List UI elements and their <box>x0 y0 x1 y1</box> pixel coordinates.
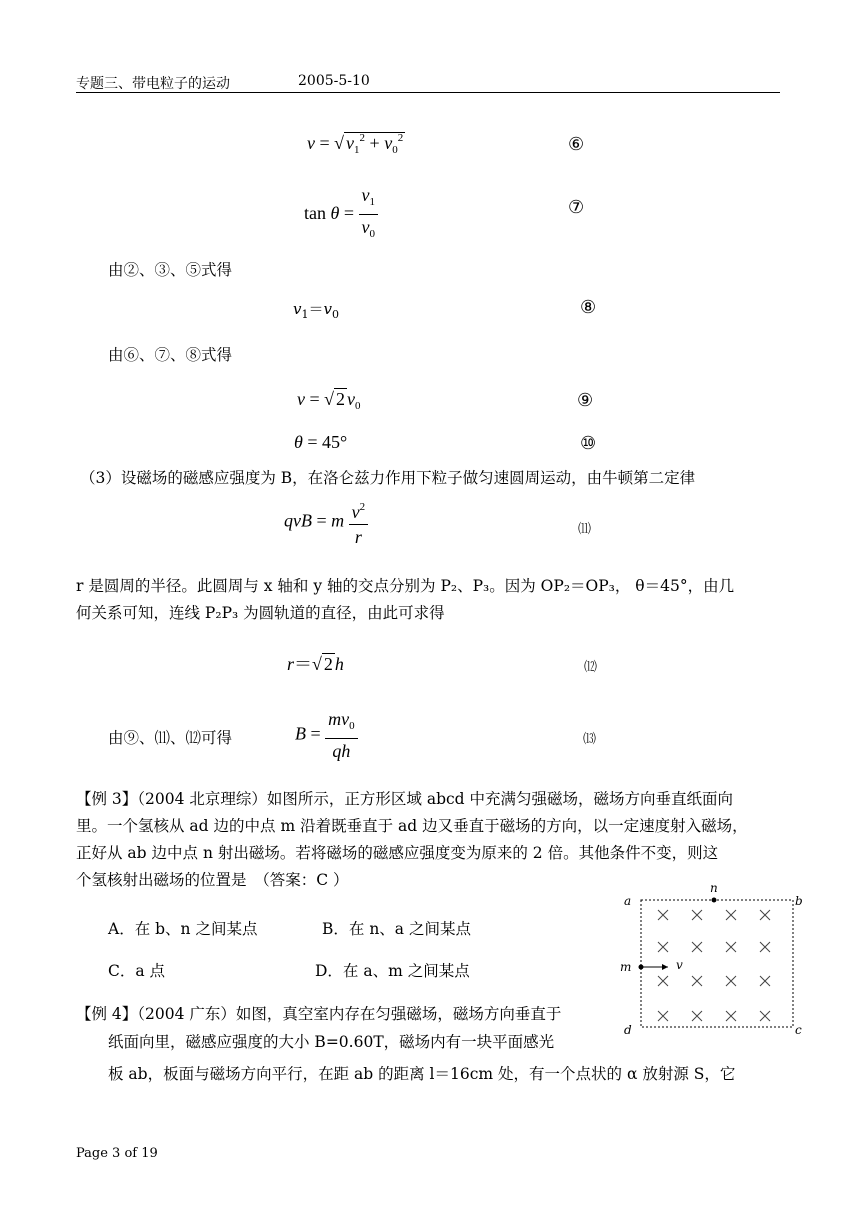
example4-line-3: 板 ab，板面与磁场方向平行，在距 ab 的距离 l＝16cm 处，有一个点状的 α 放射源 S，它 <box>108 1065 736 1083</box>
option-d: D．在 a、m 之间某点 <box>315 962 470 980</box>
text-part-3: （3）设磁场的磁感应强度为 B，在洛仑兹力作用下粒子做匀速圆周运动，由牛顿第二定律 <box>80 469 696 487</box>
text-from-91112: 由⑨、⑾、⑿可得 <box>108 729 233 747</box>
equation-number-7: ⑦ <box>568 197 585 218</box>
example3-line-1: 【例 3】（2004 北京理综）如图所示，正方形区域 abcd 中充满匀强磁场，磁场方向垂直纸面向 <box>76 790 734 808</box>
label-v: v <box>676 958 683 972</box>
equation-13: B = $\frac{mv_0}{qh}$ <box>295 708 358 763</box>
magnetic-field-figure <box>610 878 810 1038</box>
label-m: m <box>620 960 632 974</box>
equation-number-10: ⑩ <box>580 433 597 454</box>
equation-10: θ = 45° <box>294 432 348 452</box>
header-date: 2005-5-10 <box>298 73 370 89</box>
example4-line-2: 纸面向里，磁感应强度的大小 B=0.60T，磁场内有一块平面感光 <box>108 1033 555 1051</box>
label-c: c <box>795 1023 802 1037</box>
equation-8: $v_1=v_0$ <box>293 300 339 321</box>
equation-7: tan θ = $\frac{v_1}{v_0}$ <box>304 184 378 246</box>
header-title: 专题三、带电粒子的运动 <box>76 76 230 92</box>
equation-number-11: ⑾ <box>578 522 592 537</box>
label-d: d <box>624 1023 632 1037</box>
option-c: C．a 点 <box>108 962 166 980</box>
label-n: n <box>710 881 718 895</box>
example3-line-3: 正好从 ab 边中点 n 射出磁场。若将磁场的磁感应强度变为原来的 2 倍。其他条件不变，则这 <box>76 844 719 862</box>
option-a: A．在 b、n 之间某点 <box>108 920 258 938</box>
label-a: a <box>624 894 632 908</box>
example4-line-1: 【例 4】（2004 广东）如图，真空室内存在匀强磁场，磁场方向垂直于 <box>76 1005 562 1023</box>
field-boundary <box>641 900 793 1027</box>
text-r-line-1: r 是圆周的半径。此圆周与 x 轴和 y 轴的交点分别为 P₂、P₃。因为 OP₂＝OP₃， θ＝45°，由几 <box>76 577 735 595</box>
page-number: Page 3 of 19 <box>76 1146 158 1161</box>
equation-12: r＝√ 2 h <box>287 654 344 674</box>
option-b: B．在 n、a 之间某点 <box>322 920 471 938</box>
text-from-235: 由②、③、⑤式得 <box>108 261 233 279</box>
equation-6: v = √ $v_1^2 + v_0^2$ <box>307 132 404 156</box>
equation-number-6: ⑥ <box>568 134 585 155</box>
example3-line-2: 里。一个氢核从 ad 边的中点 m 沿着既垂直于 ad 边又垂直于磁场的方向，以一定速度射入磁场， <box>76 817 748 835</box>
equation-number-12: ⑿ <box>584 660 598 675</box>
equation-number-8: ⑧ <box>580 297 597 318</box>
example3-line-4: 个氢核射出磁场的位置是 （答案：C ） <box>76 871 349 889</box>
point-n <box>712 898 717 903</box>
field-crosses <box>658 910 770 1021</box>
header-rule <box>76 92 780 93</box>
equation-11: qvB = m $\frac{v^2}{r}$ <box>284 496 368 549</box>
velocity-arrowhead <box>662 964 668 970</box>
equation-number-13: ⒀ <box>583 732 597 747</box>
text-r-line-2: 何关系可知，连线 P₂P₃ 为圆轨道的直径，由此可求得 <box>76 604 445 622</box>
equation-9: v = √ 2 $v_0$ <box>297 389 361 412</box>
label-b: b <box>795 894 803 908</box>
text-from-678: 由⑥、⑦、⑧式得 <box>108 346 233 364</box>
equation-number-9: ⑨ <box>577 390 594 411</box>
